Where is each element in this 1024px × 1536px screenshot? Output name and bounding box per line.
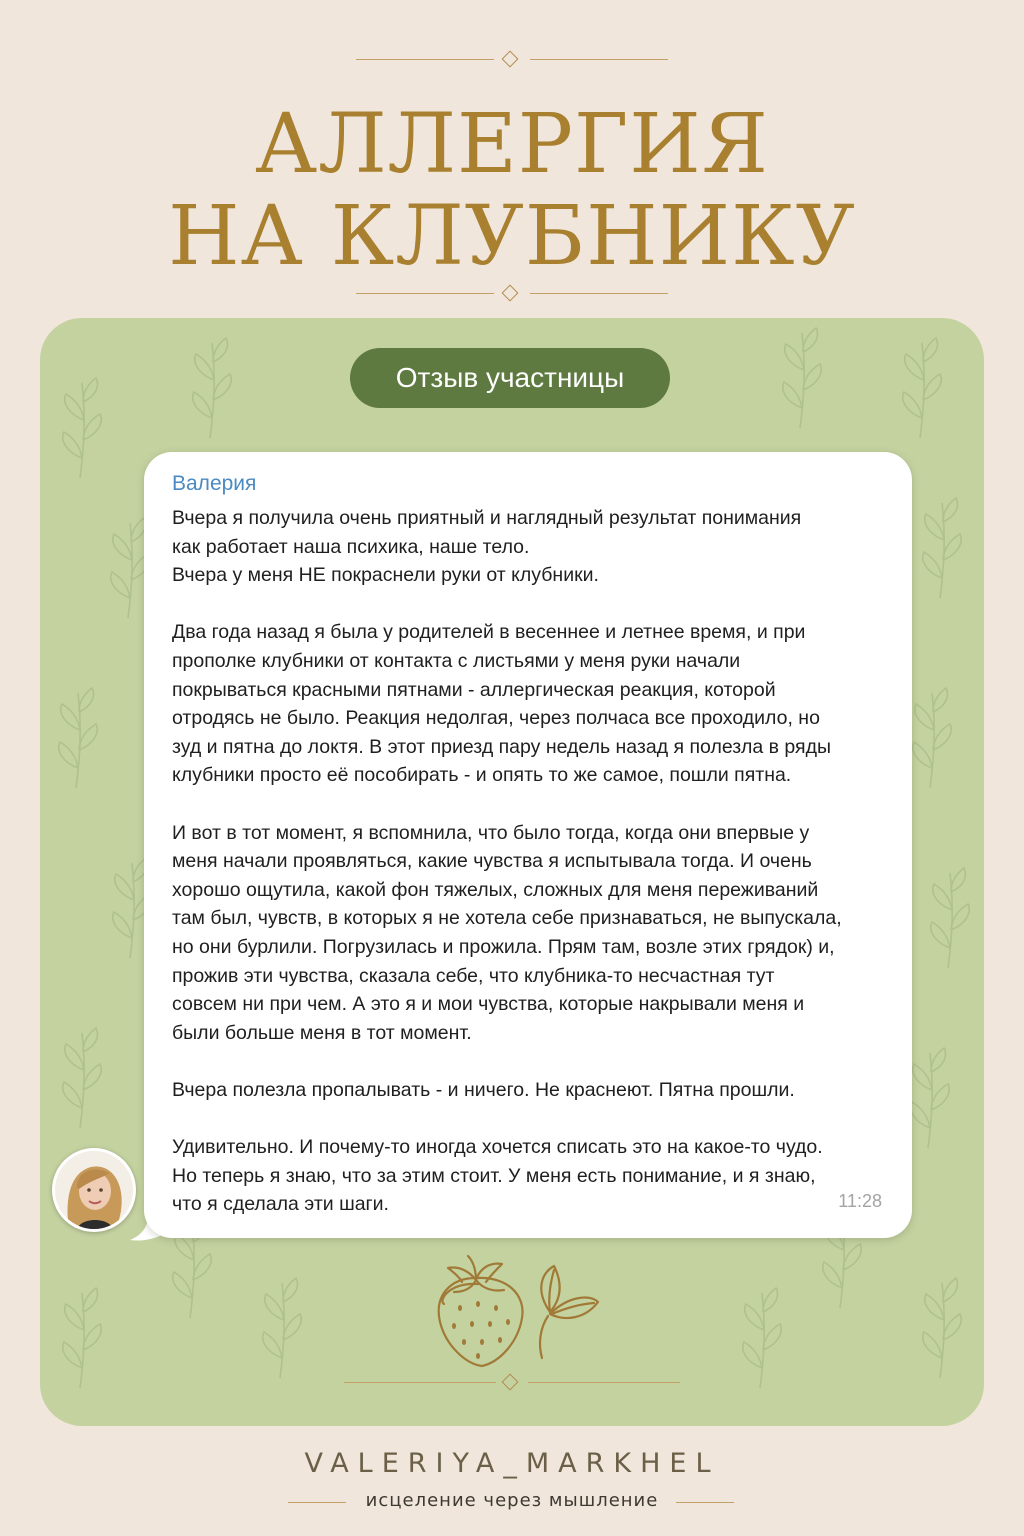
bottom-ornament-line-right <box>528 1382 680 1383</box>
mid-ornament-line-left <box>356 293 494 294</box>
sender-name: Валерия <box>172 472 257 495</box>
strawberry-icon <box>420 1252 610 1372</box>
message-paragraph: Вчера я получила очень приятный и наглядный результат понимания как работает наша психика, наше тело. Вчера у меня НЕ покраснели руки от клубники. <box>172 507 802 587</box>
mid-ornament-line-right <box>530 293 668 294</box>
message-bubble <box>144 452 912 1238</box>
avatar[interactable] <box>52 1148 136 1232</box>
message-paragraph: Вчера полезла пропалывать - и ничего. Не краснеют. Пятна прошли. <box>172 1078 795 1101</box>
tagline: исцеление через мышление <box>365 1490 659 1511</box>
brand-name: VALERIYA_MARKHEL <box>304 1448 720 1479</box>
review-badge: Отзыв участницы <box>350 348 670 408</box>
page-title-line-2: НА КЛУБНИКУ <box>168 189 856 284</box>
mid-diamond-icon <box>502 285 519 302</box>
top-ornament-line-left <box>356 59 494 60</box>
message-paragraph: Два года назад я была у родителей в весеннее и летнее время, и при прополке клубники от контакта с листьями у меня руки начали покрываться красными пятнами - аллергическая реакция, которой отродясь не было. Реакция недолгая, через полчаса все проходило, но зуд и пятна до локтя. В этот приезд пару недель назад я полезла в ряды клубники просто её пособирать - и опять то же самое, пошли пятна. <box>172 621 831 787</box>
page-title-line-1: АЛЛЕРГИЯ <box>254 97 769 192</box>
tagline-line-right <box>676 1502 734 1503</box>
top-ornament-line-right <box>530 59 668 60</box>
message-time: 11:28 <box>838 1191 882 1211</box>
bottom-ornament-line-left <box>344 1382 496 1383</box>
message-paragraph: И вот в тот момент, я вспомнила, что было тогда, когда они впервые у меня начали проявляться, какие чувства я испытывала тогда. И очень хорошо ощутила, какой фон тяжелых, сложных для меня переживаний там был, чувств, в которых я не хотела себе признаваться, не выпускала, но они бурлили. Погрузилась и прожила. Прям там, возле этих грядок) и, прожив эти чувства, сказала себе, что клубника-то несчастная тут совсем ни при чем. А это я и мои чувства, которые накрывали меня и были больше меня в тот момент. <box>172 821 842 1044</box>
top-diamond-icon <box>502 51 519 68</box>
message-paragraph: Удивительно. И почему-то иногда хочется списать это на какое-то чудо. Но теперь я знаю, что за этим стоит. У меня есть понимание, и я знаю, что я сделала эти шаги. <box>172 1136 823 1216</box>
avatar-photo <box>55 1151 133 1229</box>
